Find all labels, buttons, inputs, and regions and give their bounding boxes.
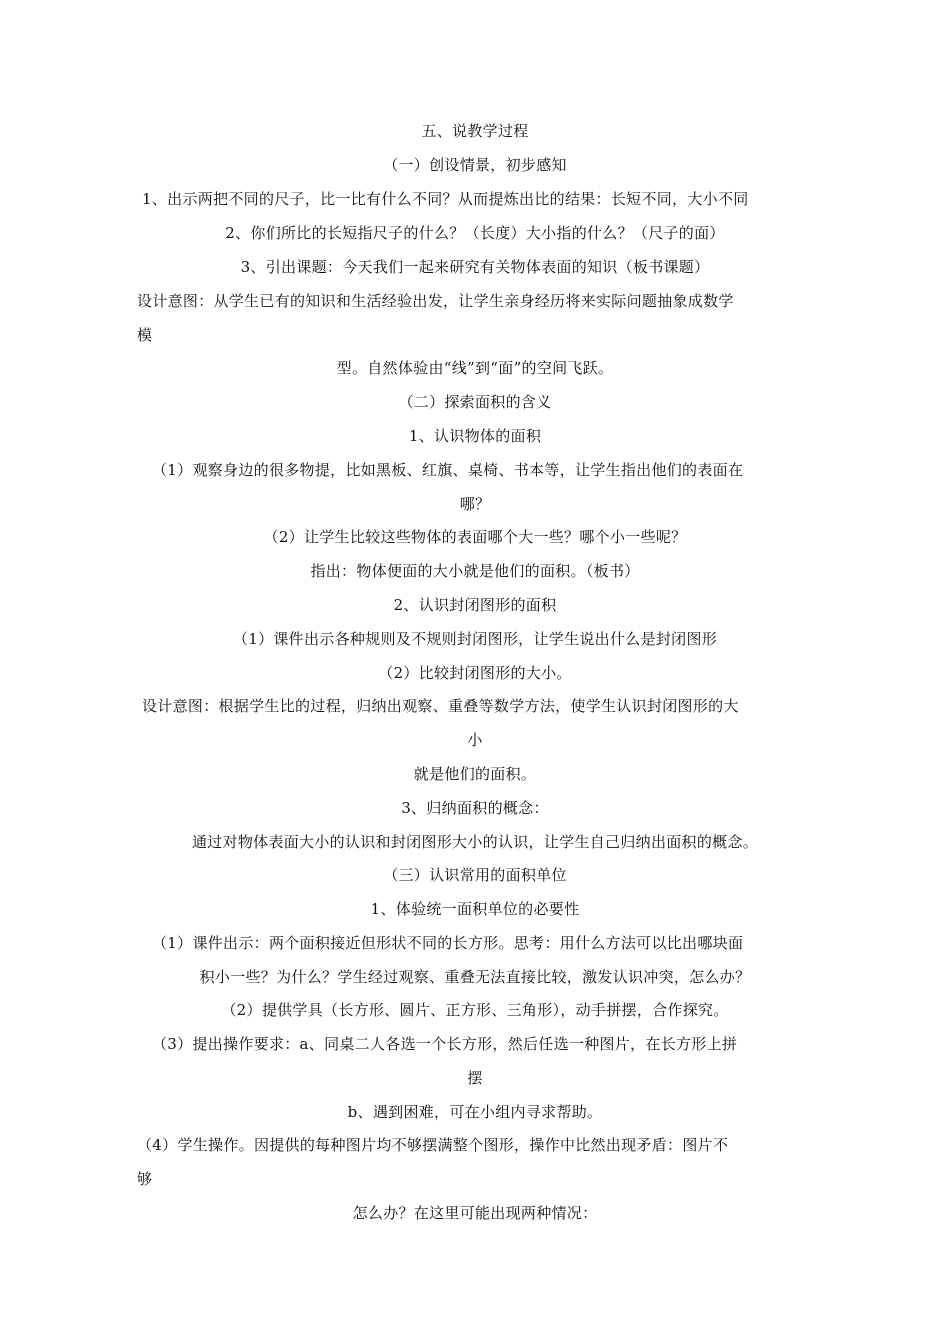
text-line: 2、认识封闭图形的面积 <box>393 596 557 614</box>
text-line: 3、引出课题：今天我们一起来研究有关物体表面的知识（板书课题） <box>240 258 710 276</box>
text-line: 模 <box>137 326 153 344</box>
text-line: 1、认识物体的面积 <box>408 427 542 445</box>
text-line: （4）学生操作。因提供的每种图片均不够摆满整个图形，操作中比然出现矛盾：图片不 <box>137 1136 729 1154</box>
text-line: （1）课件出示：两个面积接近但形状不同的长方形。思考：用什么方法可以比出哪块面 <box>152 934 744 952</box>
text-line: 设计意图：从学生已有的知识和生活经验出发，让学生亲身经历将来实际问题抽象成数学 <box>137 292 734 310</box>
text-line: 设计意图：根据学生比的过程，归纳出观察、重叠等数学方法，使学生认识封闭图形的大 <box>142 697 739 715</box>
text-line: 怎么办？在这里可能出现两种情况： <box>352 1204 598 1222</box>
text-line: （2）比较封闭图形的大小。 <box>378 664 572 682</box>
text-line: 2、你们所比的长短指尺子的什么？（长度）大小指的什么？（尺子的面） <box>225 224 725 242</box>
text-line: 1、体验统一面积单位的必要性 <box>370 900 580 918</box>
text-line: 摆 <box>467 1069 483 1087</box>
subsection-heading: （一）创设情景，初步感知 <box>383 156 567 174</box>
text-line: b、遇到困难，可在小组内寻求帮助。 <box>347 1103 603 1121</box>
text-line: 就是他们的面积。 <box>413 765 537 783</box>
text-line: （1）课件出示各种规则及不规则封闭图形，让学生说出什么是封闭图形 <box>232 630 718 648</box>
text-line: （3）提出操作要求：a、同桌二人各选一个长方形，然后任选一种图片，在长方形上拼 <box>152 1035 738 1053</box>
text-line: 积小一些？为什么？学生经过观察、重叠无法直接比较，激发认识冲突，怎么办？ <box>199 968 751 986</box>
text-line: 1、出示两把不同的尺子，比一比有什么不同？从而提炼出比的结果：长短不同，大小不同 <box>142 190 749 208</box>
subsection-heading: （三）认识常用的面积单位 <box>383 866 567 884</box>
section-heading: 五、说教学过程 <box>421 122 529 140</box>
text-line: 指出：物体便面的大小就是他们的面积。（板书） <box>310 562 640 580</box>
text-line: 型。自然体验由“线”到“面”的空间飞跃。 <box>336 359 614 377</box>
subsection-heading: （二）探索面积的含义 <box>398 393 552 411</box>
text-line: （1）观察身边的很多物提，比如黑板、红旗、桌椅、书本等，让学生指出他们的表面在 <box>152 461 744 479</box>
text-line: 通过对物体表面大小的认识和封闭图形大小的认识，让学生自己归纳出面积的概念。 <box>191 833 759 851</box>
text-line: （2）提供学具（长方形、圆片、正方形、三角形），动手拼摆，合作探究。 <box>221 1001 729 1019</box>
text-line: （2）让学生比较这些物体的表面哪个大一些？哪个小一些呢？ <box>263 528 687 546</box>
text-line: 够 <box>137 1170 153 1188</box>
text-line: 小 <box>467 731 483 749</box>
text-line: 哪？ <box>459 495 491 513</box>
text-line: 3、归纳面积的概念： <box>401 799 549 817</box>
